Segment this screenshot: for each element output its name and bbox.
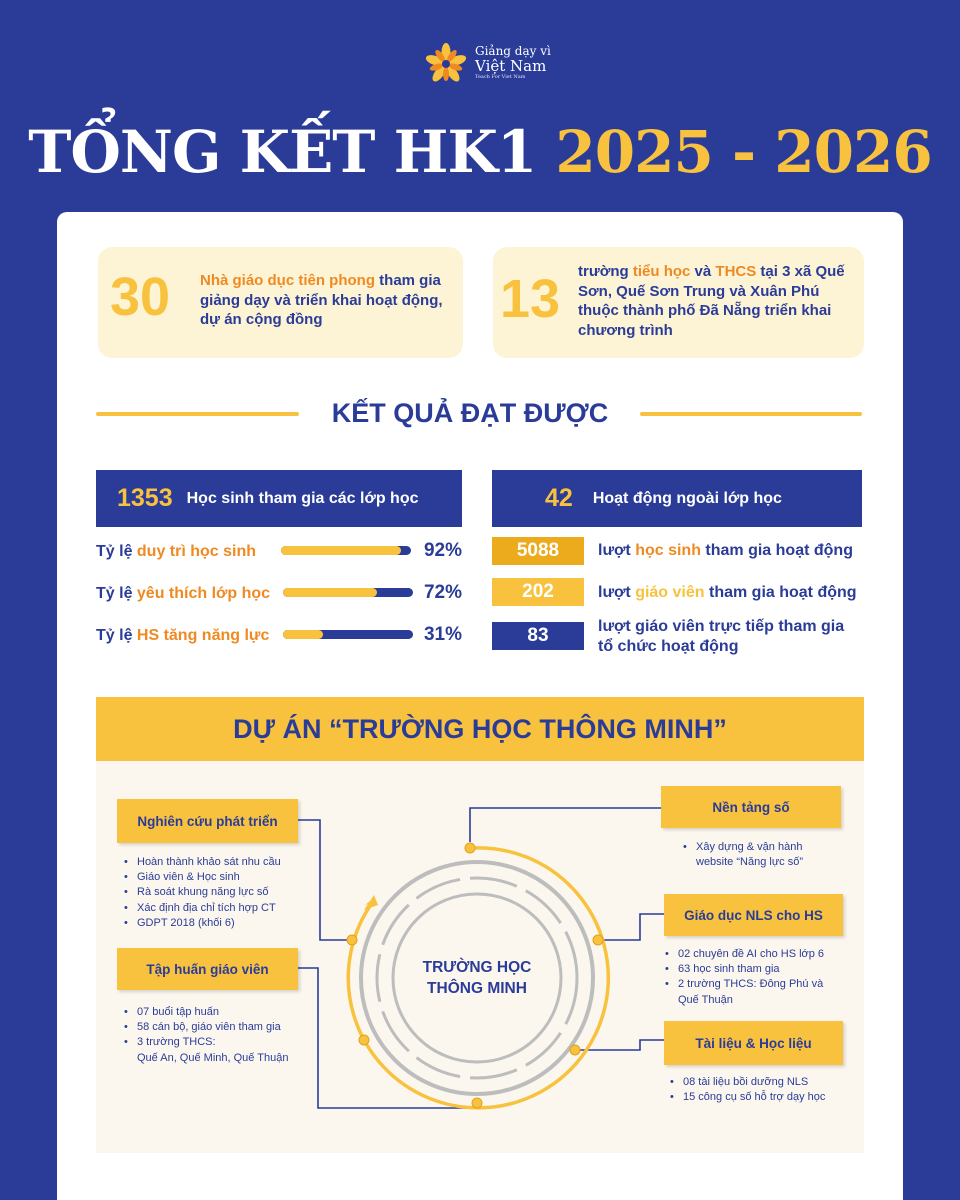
list-item: • 07 buổi tập huấn: [121, 1005, 321, 1020]
list-item: • 63 học sinh tham gia: [662, 962, 857, 977]
list-item: Quế Thuận: [678, 993, 733, 1006]
count-highlight: học sinh: [635, 542, 701, 559]
count-highlight: giáo viên: [635, 584, 705, 601]
list-item: • Xác định địa chỉ tích hợp CT: [121, 901, 321, 916]
center-line2: THÔNG MINH: [427, 980, 527, 997]
rate-highlight: yêu thích lớp học: [136, 585, 271, 602]
stat-highlight: tiểu học: [632, 263, 691, 280]
title-year: 2025 - 2026: [555, 118, 932, 186]
title-main: TỔNG KẾT HK1: [28, 118, 537, 186]
rate-value: 31%: [423, 624, 462, 645]
materials-list: [667, 1075, 857, 1105]
box-research: Nghiên cứu phát triển: [117, 799, 298, 843]
rate-highlight: HS tăng năng lực: [136, 627, 270, 644]
stat-desc: trường: [578, 263, 633, 280]
list-item: • GDPT 2018 (khối 6): [121, 916, 321, 931]
list-item: • Hoàn thành khảo sát nhu cầu: [121, 855, 321, 870]
rate-value: 72%: [423, 582, 462, 603]
students-label: Học sinh tham gia các lớp học: [186, 489, 419, 507]
list-item: • 15 công cụ số hỗ trợ dạy học: [667, 1090, 857, 1105]
rate-value: 92%: [423, 540, 462, 561]
list-item: • 2 trường THCS: Đông Phú và: [662, 977, 857, 992]
count-text: tham gia hoạt động: [704, 584, 857, 601]
stat-desc: tại 3 xã Quế Sơn, Quế Sơn Trung và Xuân Phú thuộc thành phố Đã Nẵng triển khai chương trình: [578, 263, 845, 339]
count-box-teachers: 202: [492, 578, 584, 606]
research-list: [121, 855, 321, 931]
count-label: lượt giáo viên trực tiếp tham gia tổ chức hoạt động: [598, 618, 845, 655]
list-item: • 58 cán bộ, giáo viên tham gia: [121, 1020, 321, 1035]
count-box-organizers: 83: [492, 622, 584, 650]
platform-list: [680, 840, 860, 870]
center-label: [397, 957, 557, 999]
rate-prefix: Tỷ lệ: [96, 585, 137, 602]
box-materials: Tài liệu & Học liệu: [664, 1021, 843, 1065]
stat-highlight: Nhà giáo dục tiên phong: [200, 272, 375, 289]
list-item: • Giáo viên & Học sinh: [121, 870, 321, 885]
box-training: Tập huấn giáo viên: [117, 948, 298, 990]
list-item: • 02 chuyên đề AI cho HS lớp 6: [662, 947, 857, 962]
training-list: [121, 1005, 321, 1066]
center-line1: TRƯỜNG HỌC: [422, 959, 532, 976]
logo-line3: Teach For Viet Nam: [475, 74, 526, 80]
rate-prefix: Tỷ lệ: [96, 543, 137, 560]
count-box-students: 5088: [492, 537, 584, 565]
rate-highlight: duy trì học sinh: [136, 543, 257, 560]
stat-desc: tham gia giảng dạy và triển khai hoạt động, dự án cộng đồng: [200, 272, 443, 328]
project-banner: DỰ ÁN “TRƯỜNG HỌC THÔNG MINH”: [96, 697, 864, 761]
count-text: lượt: [598, 584, 636, 601]
nls-list: [662, 947, 857, 1008]
students-number: 1353: [117, 484, 173, 512]
activities-number: 42: [545, 484, 573, 512]
rate-prefix: Tỷ lệ: [96, 627, 137, 644]
stat-highlight: THCS: [715, 263, 757, 280]
stat-desc: và: [690, 263, 716, 280]
list-item: website “Năng lực số”: [696, 856, 804, 869]
results-heading: KẾT QUẢ ĐẠT ĐƯỢC: [331, 398, 609, 428]
list-item: • 3 trường THCS:: [121, 1035, 321, 1050]
list-item: • 08 tài liệu bồi dưỡng NLS: [667, 1075, 857, 1090]
list-item: Quế An, Quế Minh, Quế Thuận: [137, 1051, 289, 1064]
stat-number: 13: [500, 269, 561, 329]
stat-number: 30: [110, 267, 171, 327]
count-text: tham gia hoạt động: [700, 542, 853, 559]
logo-line2: Việt Nam: [475, 57, 547, 75]
box-nls-education: Giáo dục NLS cho HS: [664, 894, 843, 936]
list-item: • Rà soát khung năng lực số: [121, 885, 321, 900]
logo-line1: Giảng dạy vì: [475, 44, 551, 58]
list-item: • Xây dựng & vận hành: [680, 840, 860, 855]
box-digital-platform: Nền tảng số: [661, 786, 841, 828]
count-text: lượt: [598, 542, 636, 559]
activities-label: Hoạt động ngoài lớp học: [592, 489, 782, 507]
orbit-arrow-icon: [364, 895, 378, 910]
